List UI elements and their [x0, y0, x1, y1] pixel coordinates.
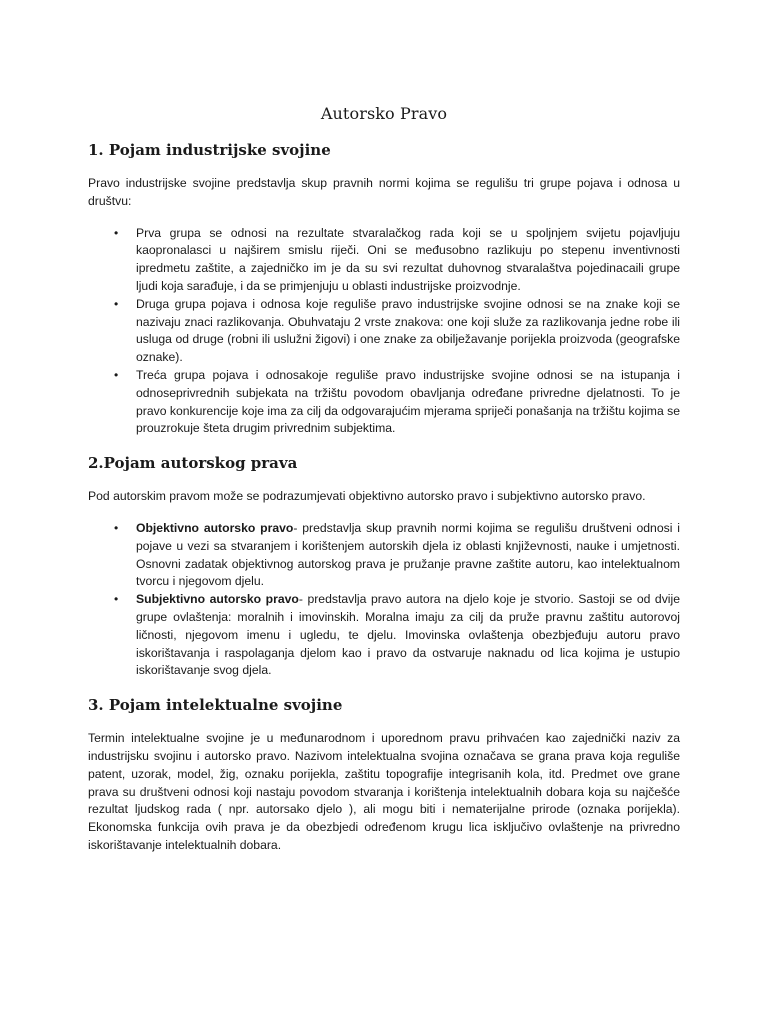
bullet-icon: •	[114, 520, 119, 535]
document-page	[88, 104, 680, 869]
list-item-text: Treća grupa pojava i odnosakoje reguliše pravo industrijske svojine odnosi se na istupanja i odnoseprivrednih subjekata na tržištu povodom obavljanja određane privredne djelatnosti. To je pravo konkurencije koje ima za cilj da odgovarajućim mjerama spriječi ponašanja na tržištu kojima se prouzrokuje šteta drugim privrednim subjektima.	[136, 367, 680, 436]
section-copyright	[88, 454, 680, 680]
list-item	[114, 520, 680, 591]
list-item	[114, 367, 680, 438]
section-heading: 3. Pojam intelektualne svojine	[88, 696, 343, 715]
list-item-term: Subjektivno autorsko pravo	[136, 592, 299, 607]
list-item-term: Objektivno autorsko pravo	[136, 520, 294, 535]
list-item-text: - predstavlja skup pravnih normi kojima se regulišu društveni odnosi i pojave u vezi sa stvaranjem i korištenjem autorskih djela iz oblasti književnosti, nauke i umjetnosti. Osnovni zadatak objektivnog autorskog prava je pružanje pravne zaštite autoru, kao intelektualnom tvorcu i njegovom djelu.	[136, 520, 680, 589]
bullet-list	[88, 520, 680, 680]
section-heading: 2.Pojam autorskog prava	[88, 454, 298, 473]
section-industrial-property	[88, 141, 680, 438]
section-intro-paragraph: Pravo industrijske svojine predstavlja skup pravnih normi kojima se regulišu tri grupe pojava i odnosa u društvu:	[88, 176, 680, 208]
list-item	[114, 591, 680, 680]
list-item-text: Druga grupa pojava i odnosa koje reguliše pravo industrijske svojine odnosi se na znake koji se nazivaju znaci razlikovanja. Obuhvataju 2 vrste znakova: one koji služe za razlikovanja jedne robe ili usluga od druge (robni ili uslužni žigovi) i one znake za obilježavanje porijekla proizvoda (geografske oznake).	[136, 296, 680, 365]
list-item-text: - predstavlja pravo autora na djelo koje je stvorio. Sastoji se od dvije grupe ovlaštenja: moralnih i imovinskih. Moralna imaju za cilj da pruže pravnu zaštitu autorovoj ličnosti, njegovom imenu i ugledu, te djelu. Imovinska ovlaštenja obezbjeđuju autoru pravo iskorištavanja i raspolaganja djelom kao i pravo da ostvaruje naknadu od lica kojima je ustupio iskorištavanje svog djela.	[136, 592, 680, 678]
bullet-icon: •	[114, 296, 119, 311]
bullet-icon: •	[114, 592, 119, 607]
list-item-text: Prva grupa se odnosi na rezultate stvaralačkog rada koji se u spoljnjem svijetu pojavljuju kaopronalasci u najširem smislu riječi. Oni se međusobno razlikuju po stepenu inventivnosti ipredmetu zaštite, a zajedničko im je da su svi rezultat duhovnog stvaralaštva pojedinacaili grupe ljudi koja sarađuje, i da se primjenjuju u oblasti industrijske proizvodnje.	[136, 225, 680, 293]
section-body-paragraph: Termin intelektualne svojine je u međunarodnom i uporednom pravu prihvaćen kao zajednički naziv za industrijsku svojinu i autorsko pravo. Nazivom intelektualna svojina označava se grana prava koja reguliše patent, uzorak, model, žig, oznaku porijekla, zaštitu topografije integrisanih kola, itd. Predmet ove grane prava su društveni odnosi koji nastaju povodom stvaranja i korištenja intelektualnih dobara koja su najčešće rezultat ljudskog rada ( npr. autorsako djelo ), ali mogu biti i nematerijalne prirode (oznaka porijekla). Ekonomska funkcija ovih prava je da obezbjedi određenom krugu lica isključivo ovlaštenje na privredno iskorištavanje intelektualnih dobara.	[88, 731, 680, 852]
section-heading: 1. Pojam industrijske svojine	[88, 141, 331, 159]
document-title: Autorsko Pravo	[320, 104, 448, 123]
section-intro-paragraph: Pod autorskim pravom može se podrazumjevati objektivno autorsko pravo i subjektivno autorsko pravo.	[88, 489, 646, 504]
bullet-list	[88, 225, 680, 439]
list-item	[114, 296, 680, 367]
list-item	[114, 225, 680, 296]
bullet-icon: •	[114, 367, 119, 382]
section-intellectual-property	[88, 696, 680, 855]
bullet-icon: •	[114, 225, 119, 240]
